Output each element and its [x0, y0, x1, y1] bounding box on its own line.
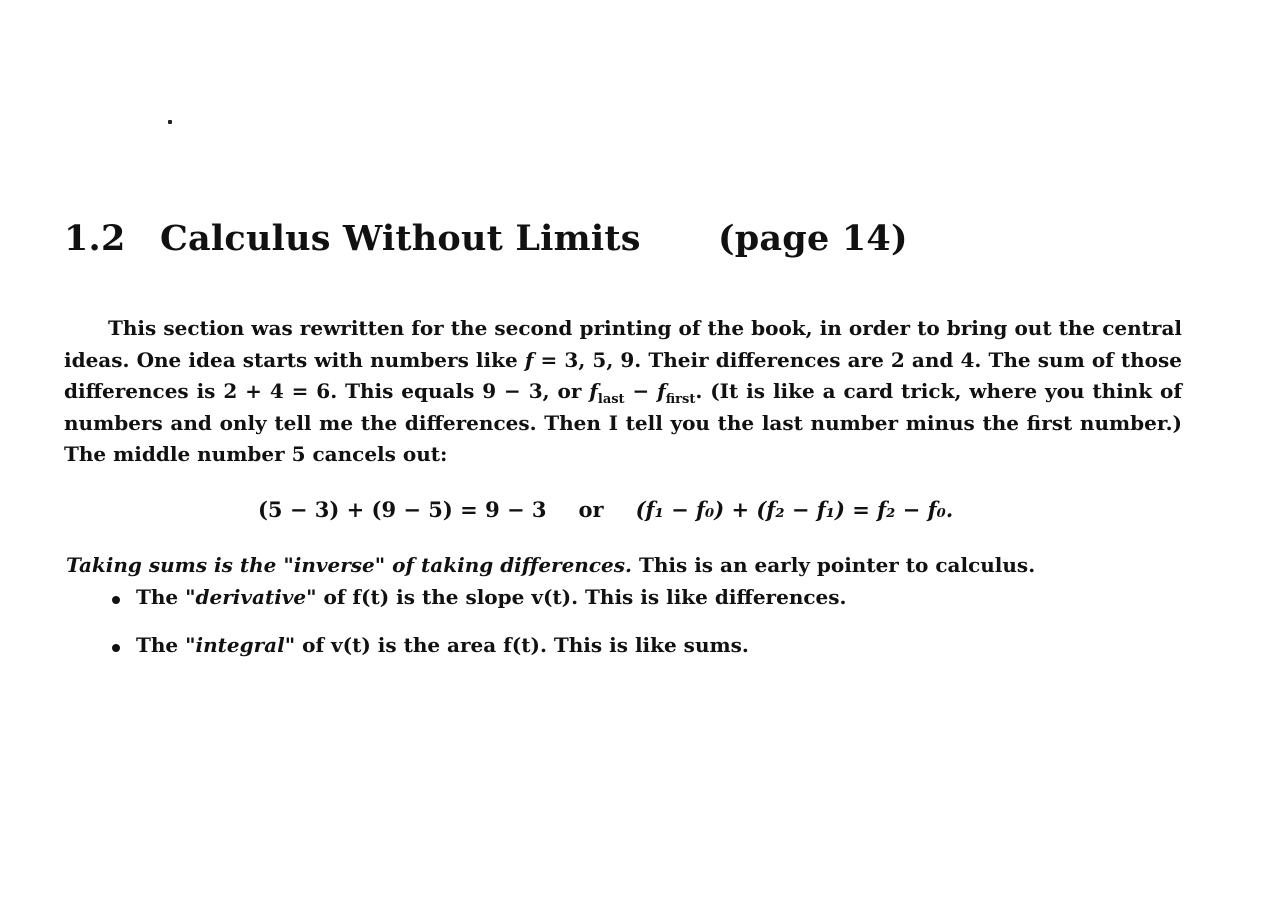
display-equation	[258, 497, 953, 522]
bullet-post: " of v(t) is the area f(t). This is like sums.	[284, 633, 749, 657]
paragraph-text-1: This section was rewritten for the second printing of the book, in order to bring out the central ideas. One idea starts with numbers like	[64, 316, 1182, 372]
equation-right: (f₁ − f₀) + (f₂ − f₁) = f₂ − f₀.	[635, 497, 954, 522]
subscript-first: first	[665, 392, 696, 407]
summary-italic: Taking sums is the "inverse" of taking differences.	[66, 553, 632, 577]
equation-connector: or	[578, 497, 604, 522]
page-reference: (page 14)	[718, 218, 908, 259]
bullet-icon	[112, 644, 120, 652]
summary-line	[66, 553, 1035, 577]
equation-left: (5 − 3) + (9 − 5) = 9 − 3	[258, 497, 547, 522]
bullet-term: integral	[195, 633, 285, 657]
bullet-item-derivative	[108, 585, 846, 609]
paragraph-text-3: . (It is like a card trick, where you think of numbers and only tell me the differences. Then I tell you the last number minus the first number.) The middle number 5 cancels out:	[64, 379, 1182, 466]
var-f-last: f	[589, 379, 598, 403]
bullet-term: derivative	[195, 585, 307, 609]
bullet-pre: The "	[136, 633, 196, 657]
bullet-post: " of f(t) is the slope v(t). This is like differences.	[306, 585, 847, 609]
section-heading	[64, 218, 908, 259]
intro-paragraph	[64, 313, 1182, 471]
subscript-last: last	[597, 392, 625, 407]
bullet-list	[108, 585, 846, 657]
var-f: f	[524, 347, 534, 372]
paragraph-text-2: = 3, 5, 9. Their differences are 2 and 4. The sum of those differences is 2 + 4 = 6. This equals 9 − 3, or	[64, 347, 1182, 403]
bullet-icon	[112, 596, 120, 604]
minus-sign: −	[624, 379, 658, 403]
section-number: 1.2	[64, 218, 126, 259]
bullet-pre: The "	[136, 585, 196, 609]
section-title: Calculus Without Limits	[160, 218, 641, 259]
var-f-first: f	[657, 379, 666, 403]
summary-rest: This is an early pointer to calculus.	[631, 553, 1036, 577]
bullet-item-integral	[108, 633, 846, 657]
scan-speck	[168, 120, 172, 124]
